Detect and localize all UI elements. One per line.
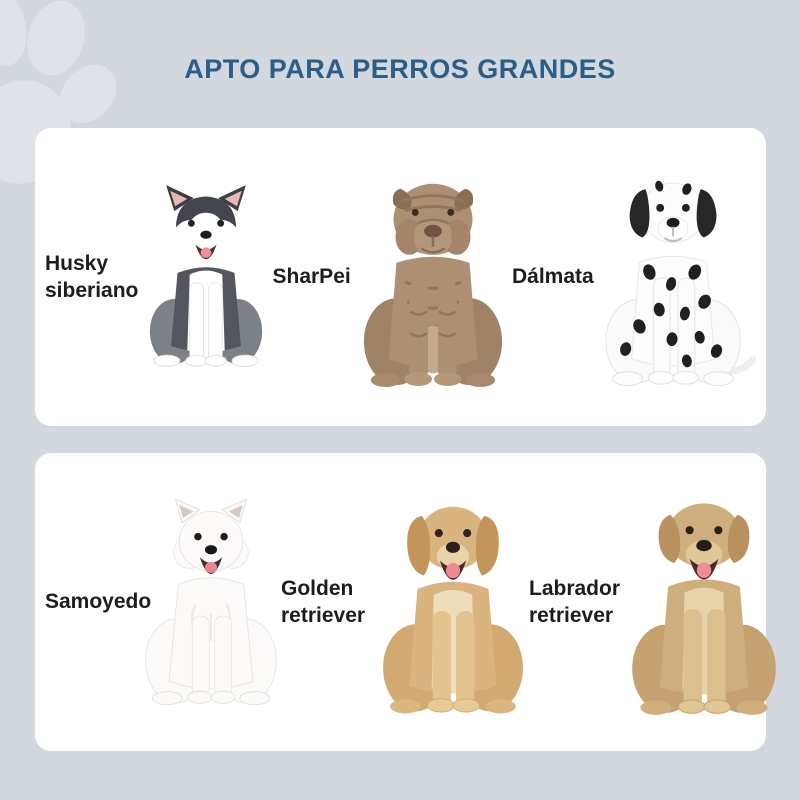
dog-item-husky <box>45 161 267 393</box>
samoyedo-illustration <box>141 489 281 715</box>
sharpei-illustration <box>359 160 507 395</box>
dog-label-golden-retriever: Golden retriever <box>281 576 366 627</box>
page-title: APTO PARA PERROS GRANDES <box>184 54 616 84</box>
dalmata-illustration <box>598 163 756 391</box>
dog-item-labrador-retriever <box>529 484 783 720</box>
dog-item-golden-retriever <box>281 485 529 719</box>
husky-siberiano-illustration <box>145 161 267 393</box>
dog-label-labrador-retriever: Labrador retriever <box>529 576 621 627</box>
labrador-retriever-illustration <box>625 484 783 720</box>
dog-item-samoyedo <box>45 489 281 715</box>
golden-retriever-illustration <box>377 485 529 719</box>
dog-item-sharpei <box>273 160 507 395</box>
dog-label-dalmata: Dálmata <box>512 265 594 289</box>
dog-label-sharpei: SharPei <box>272 265 351 289</box>
dog-card-bottom <box>35 453 766 751</box>
dog-label-husky: Husky siberiano <box>45 251 139 302</box>
dog-item-dalmata <box>512 163 756 391</box>
dog-label-samoyedo: Samoyedo <box>45 590 152 614</box>
dog-card-top <box>35 128 766 426</box>
